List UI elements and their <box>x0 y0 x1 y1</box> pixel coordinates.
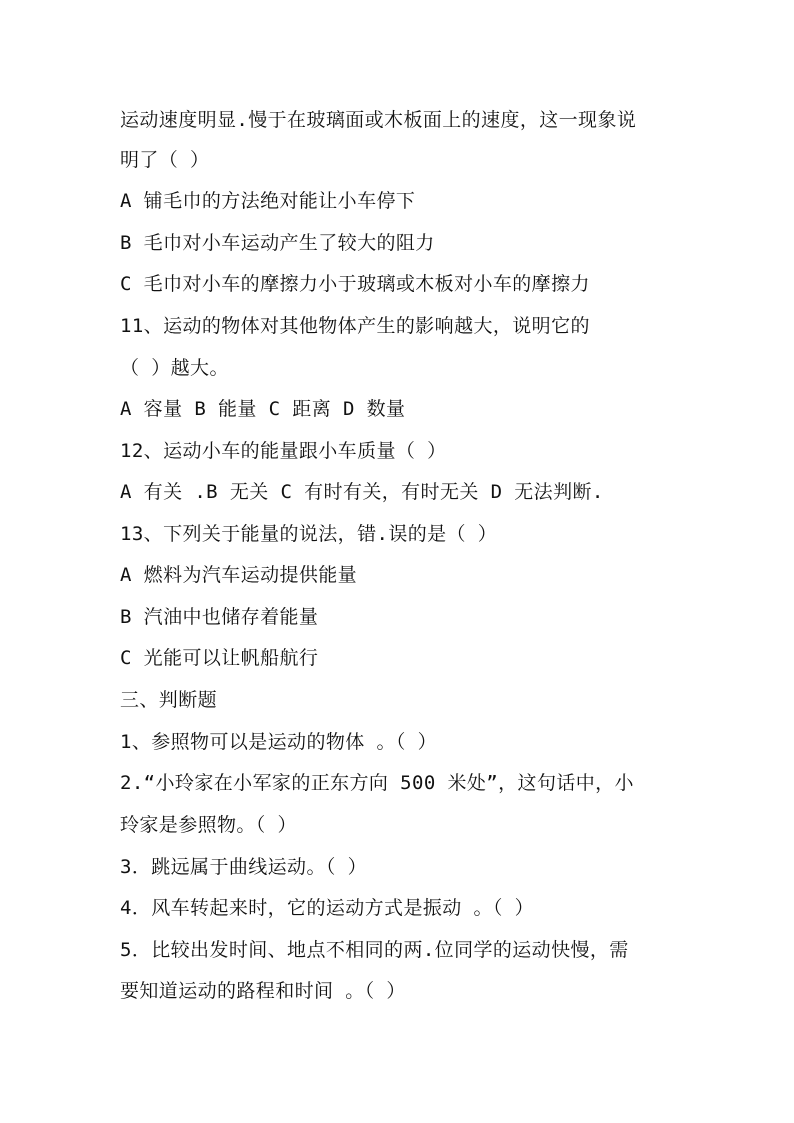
judgment-5-cont: 要知道运动的路程和时间 。（ ） <box>120 980 406 1002</box>
judgment-2: 2.“小玲家在小军家的正东方向 500 米处”，这句话中，小 <box>120 772 634 794</box>
judgment-4: 4．风车转起来时，它的运动方式是振动 。（ ） <box>120 897 535 919</box>
question-13-option-b: B 汽油中也储存着能量 <box>120 606 319 628</box>
question-13-option-a: A 燃料为汽车运动提供能量 <box>120 564 358 586</box>
text-line-1: 运动速度明显.慢于在玻璃面或木板面上的速度，这一现象说 <box>120 109 637 131</box>
question-12: 12、运动小车的能量跟小车质量（ ） <box>120 440 447 462</box>
question-11-cont: （ ）越大。 <box>120 357 229 379</box>
text-line-2: 明了（ ） <box>120 149 210 171</box>
question-13-option-c: C 光能可以让帆船航行 <box>120 647 319 669</box>
option-line-b: B 毛巾对小车运动产生了较大的阻力 <box>120 232 435 254</box>
option-line-a: A 铺毛巾的方法绝对能让小车停下 <box>120 190 416 212</box>
judgment-2-cont: 玲家是参照物。（ ） <box>120 814 297 836</box>
section-heading: 三、判断题 <box>120 689 218 711</box>
question-12-options: A 有关 .B 无关 C 有时有关，有时无关 D 无法判断. <box>120 481 604 503</box>
judgment-1: 1、参照物可以是运动的物体 。（ ） <box>120 731 438 753</box>
question-11-options: A 容量 B 能量 C 距离 D 数量 <box>120 398 406 420</box>
judgment-5: 5．比较出发时间、地点不相同的两.位同学的运动快慢，需 <box>120 939 629 961</box>
judgment-3: 3．跳远属于曲线运动。（ ） <box>120 856 367 878</box>
option-line-c: C 毛巾对小车的摩擦力小于玻璃或木板对小车的摩擦力 <box>120 273 590 295</box>
question-11: 11、运动的物体对其他物体产生的影响越大，说明它的 <box>120 315 590 337</box>
question-13: 13、下列关于能量的说法，错.误的是（ ） <box>120 523 498 545</box>
